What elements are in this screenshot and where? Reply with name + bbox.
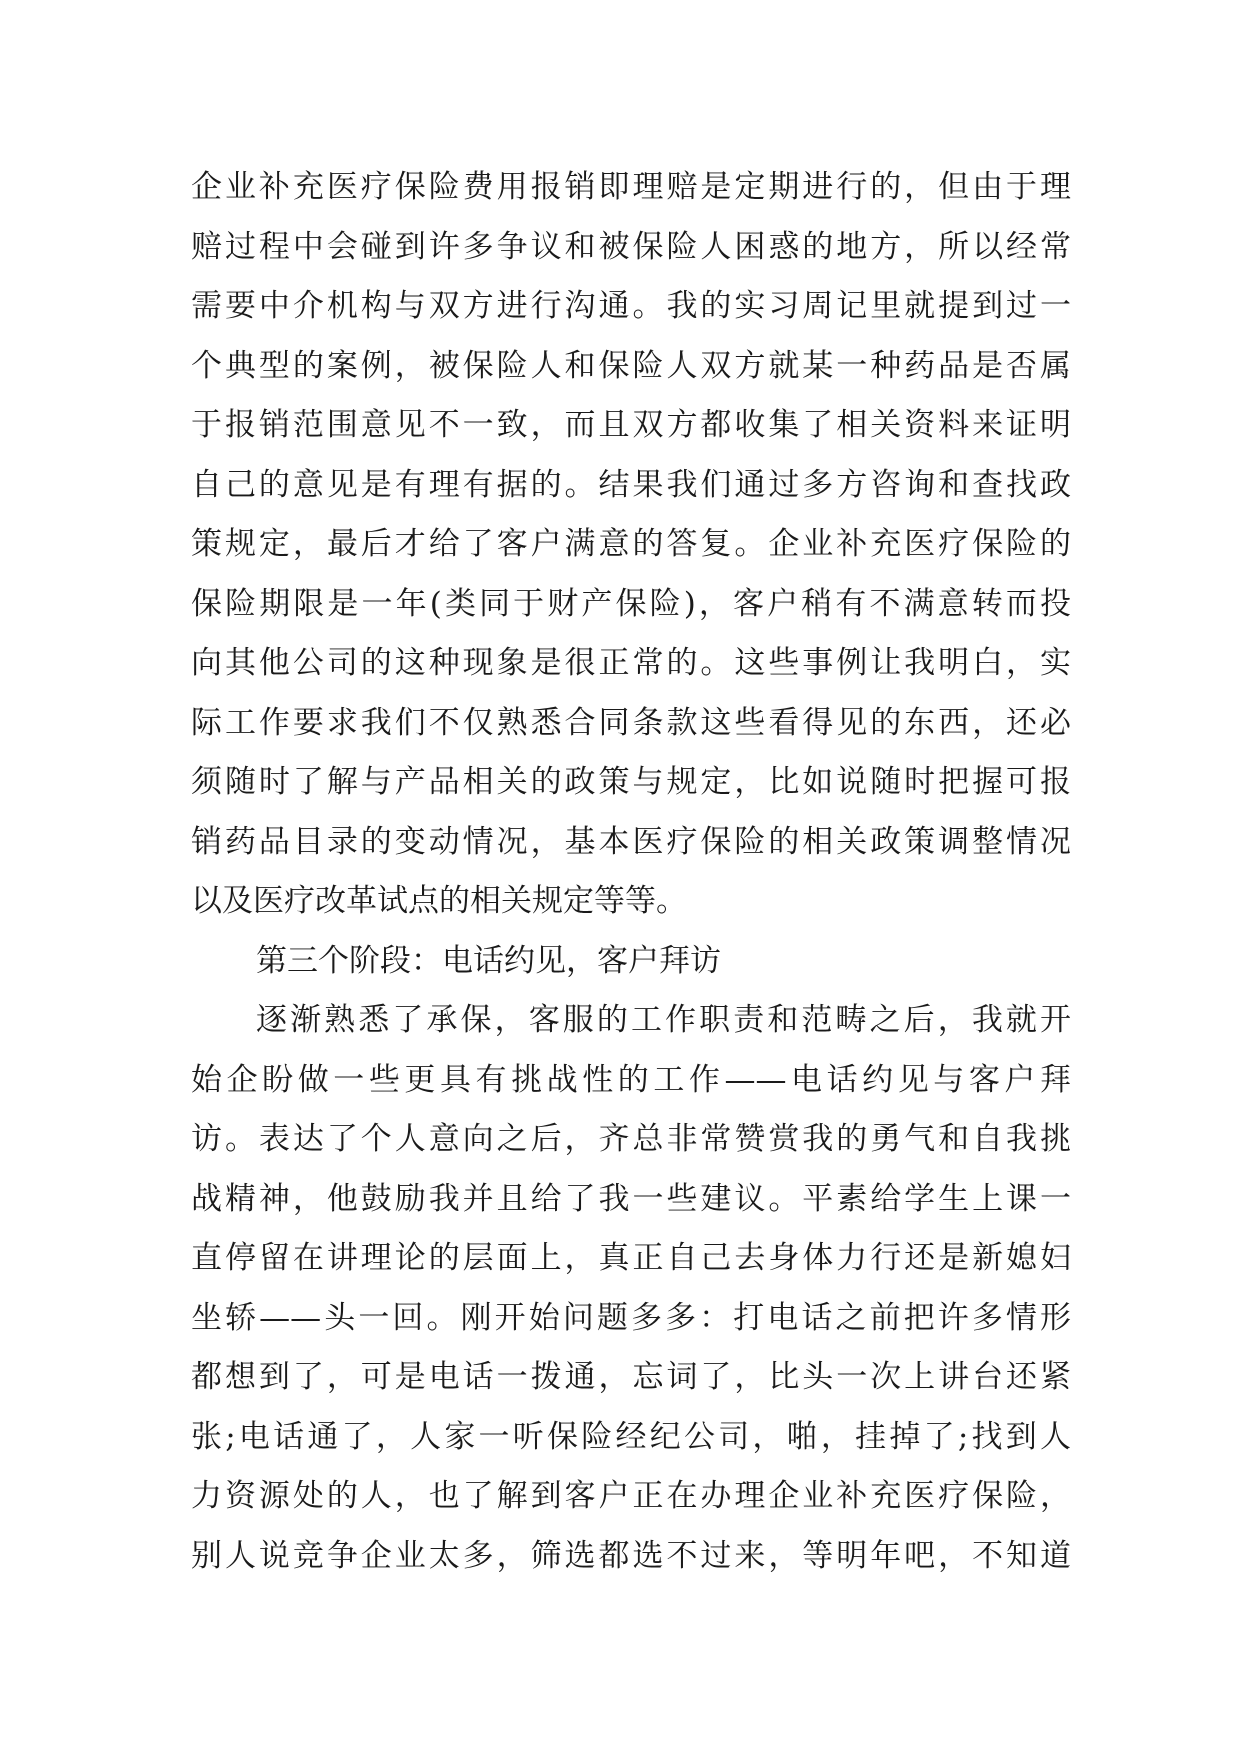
text-line: 张;电话通了，人家一听保险经纪公司，啪，挂掉了;找到人	[191, 1418, 1071, 1455]
text-line: 销药品目录的变动情况，基本医疗保险的相关政策调整情况	[191, 823, 1071, 860]
text-line: 坐轿——头一回。刚开始问题多多：打电话之前把许多情形	[191, 1299, 1071, 1336]
text-line: 访。表达了个人意向之后，齐总非常赞赏我的勇气和自我挑	[191, 1121, 1071, 1157]
text-line: 需要中介机构与双方进行沟通。我的实习周记里就提到过一	[191, 288, 1071, 324]
text-line: 保险期限是一年(类同于财产保险)，客户稍有不满意转而投	[191, 585, 1071, 622]
body-text	[191, 158, 1071, 1586]
text-line: 须随时了解与产品相关的政策与规定，比如说随时把握可报	[191, 764, 1071, 800]
text-line: 别人说竞争企业太多，筛选都选不过来，等明年吧，不知道	[191, 1537, 1071, 1574]
text-line: 战精神，他鼓励我并且给了我一些建议。平素给学生上课一	[191, 1180, 1071, 1217]
text-line: 始企盼做一些更具有挑战性的工作——电话约见与客户拜	[191, 1061, 1071, 1098]
text-line: 个典型的案例，被保险人和保险人双方就某一种药品是否属	[191, 347, 1071, 384]
text-line: 自己的意见是有理有据的。结果我们通过多方咨询和查找政	[191, 466, 1071, 503]
text-line: 企业补充医疗保险费用报销即理赔是定期进行的，但由于理	[191, 169, 1071, 205]
section-heading: 第三个阶段：电话约见，客户拜访	[256, 942, 721, 979]
text-line: 赔过程中会碰到许多争议和被保险人困惑的地方，所以经常	[191, 228, 1071, 265]
text-line: 策规定，最后才给了客户满意的答复。企业补充医疗保险的	[191, 526, 1071, 562]
text-line: 以及医疗改革试点的相关规定等等。	[191, 883, 687, 919]
text-line: 逐渐熟悉了承保，客服的工作职责和范畴之后，我就开	[256, 1002, 1071, 1038]
text-line: 都想到了，可是电话一拨通，忘词了，比头一次上讲台还紧	[191, 1359, 1071, 1395]
text-line: 直停留在讲理论的层面上，真正自己去身体力行还是新媳妇	[191, 1240, 1071, 1276]
text-line: 向其他公司的这种现象是很正常的。这些事例让我明白，实	[191, 645, 1071, 681]
text-line: 于报销范围意见不一致，而且双方都收集了相关资料来证明	[191, 407, 1071, 443]
text-line: 际工作要求我们不仅熟悉合同条款这些看得见的东西，还必	[191, 704, 1071, 741]
text-line: 力资源处的人，也了解到客户正在办理企业补充医疗保险，	[191, 1478, 1071, 1514]
